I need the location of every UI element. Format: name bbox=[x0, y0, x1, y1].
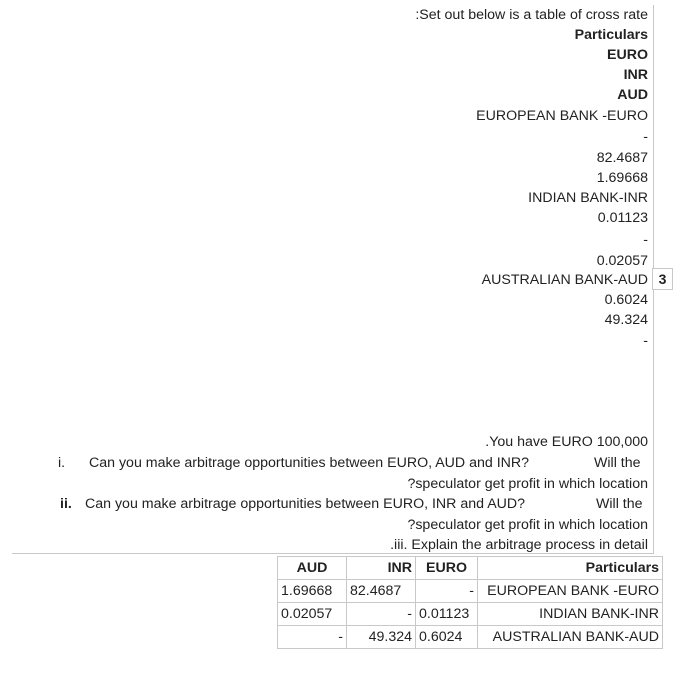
table-cell: 82.4687 bbox=[347, 580, 416, 603]
table-cell: AUSTRALIAN BANK-AUD bbox=[478, 626, 663, 649]
question-2-continuation: ?speculator get profit in which location bbox=[407, 517, 648, 533]
table-cell: 0.6024 bbox=[416, 626, 478, 649]
header-inr: INR bbox=[623, 67, 648, 83]
table-cell: - bbox=[347, 603, 416, 626]
table-header-inr: INR bbox=[347, 557, 416, 580]
european-aud-value: 1.69668 bbox=[596, 170, 648, 186]
marks-badge: 3 bbox=[652, 268, 673, 290]
european-euro-value: - bbox=[643, 129, 648, 145]
question-2-tail: Will the bbox=[596, 496, 643, 512]
indian-aud-value: 0.02057 bbox=[596, 253, 648, 269]
australian-aud-value: - bbox=[643, 333, 648, 349]
table-header-euro: EURO bbox=[416, 557, 478, 580]
table-cell: - bbox=[278, 626, 347, 649]
table-cell: 0.02057 bbox=[278, 603, 347, 626]
australian-bank-label: AUSTRALIAN BANK-AUD bbox=[481, 272, 648, 288]
indian-inr-value: - bbox=[643, 232, 648, 248]
australian-euro-value: 0.6024 bbox=[604, 292, 648, 308]
table-header-aud: AUD bbox=[278, 557, 347, 580]
intro-text: :Set out below is a table of cross rate bbox=[415, 7, 648, 23]
header-euro: EURO bbox=[607, 47, 648, 63]
question-1-text: Can you make arbitrage opportunities between EURO, AUD and INR? bbox=[89, 455, 530, 471]
header-aud: AUD bbox=[617, 87, 648, 103]
table-cell: INDIAN BANK-INR bbox=[478, 603, 663, 626]
question-1-number: i. bbox=[58, 455, 66, 471]
table-cell: EUROPEAN BANK -EURO bbox=[478, 580, 663, 603]
australian-inr-value: 49.324 bbox=[604, 312, 648, 328]
amount-statement: .You have EURO 100,000 bbox=[485, 434, 648, 450]
question-2-number: ii. bbox=[60, 496, 72, 512]
table-row bbox=[278, 603, 663, 626]
indian-bank-label: INDIAN BANK-INR bbox=[528, 190, 648, 206]
question-2-text: Can you make arbitrage opportunities between EURO, INR and AUD? bbox=[85, 496, 526, 512]
european-bank-label: EUROPEAN BANK -EURO bbox=[476, 108, 648, 124]
table-header-particulars: Particulars bbox=[478, 557, 663, 580]
header-particulars: Particulars bbox=[574, 27, 648, 43]
table-cell: 0.01123 bbox=[416, 603, 478, 626]
table-cell: 49.324 bbox=[347, 626, 416, 649]
indian-euro-value: 0.01123 bbox=[597, 210, 648, 226]
cross-rate-table bbox=[277, 556, 663, 649]
question-1-tail: Will the bbox=[594, 455, 641, 471]
question-1-continuation: ?speculator get profit in which location bbox=[407, 476, 648, 492]
table-header-row bbox=[278, 557, 663, 580]
table-cell: 1.69668 bbox=[278, 580, 347, 603]
table-row bbox=[278, 580, 663, 603]
european-inr-value: 82.4687 bbox=[596, 150, 648, 166]
table-row bbox=[278, 626, 663, 649]
question-3-text: .iii. Explain the arbitrage process in detail bbox=[390, 537, 648, 553]
table-cell: - bbox=[416, 580, 478, 603]
